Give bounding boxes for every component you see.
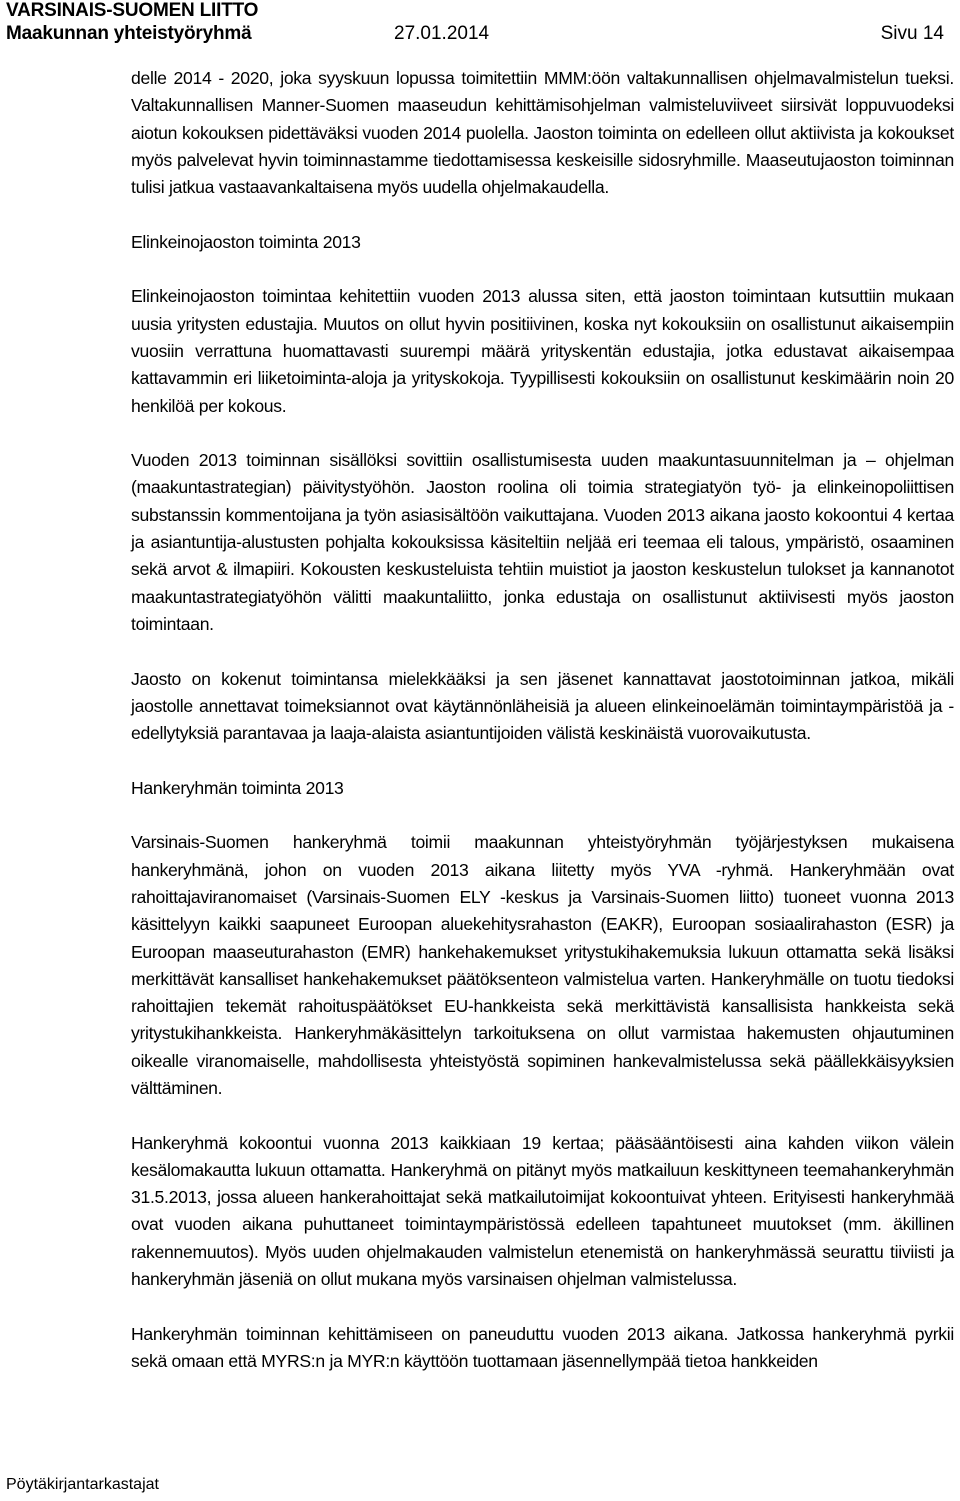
paragraph-hankeryhma-role: Varsinais-Suomen hankeryhmä toimii maakunnan yhteistyöryhmän työjärjestyksen mukaisena hankeryhmänä, johon on vuoden 2013 aikana liitetty myös YVA -ryhmä. Hankeryhmään ovat rahoittajaviranomaiset (Varsinais-Suomen ELY -keskus ja Varsinais-Suomen liitto) tuoneet vuonna 2013 käsittelyyn kaikki saapuneet Euroopan aluekehitysrahaston (EAKR), Euroopan sosiaalirahaston (ESR) ja Euroopan maaseuturahaston (EMR) hankehakemukset yritystukihakemuksia lukuun ottamatta sekä lisäksi merkittävät kansalliset hankehakemukset päätöksenteon valmistelua varten. Hankeryhmälle on tuotu tiedoksi rahoittajien tekemät rahoituspäätökset EU-hankkeista sekä merkittävistä kansallisista hankkeista sekä yritystukihankkeista. Hankeryhmäkäsittelyn tarkoituksena on ollut varmistaa hakemusten ohjautuminen oikealle viranomaiselle, mahdollisesta yhteistyöstä sopiminen hankevalmistelussa sekä päällekkäisyyksien välttäminen.: [131, 832, 954, 1098]
page-number: Sivu 14: [880, 23, 944, 44]
paragraph-elinkeinojaosto-content: Vuoden 2013 toiminnan sisällöksi sovittiin osallistumisesta uuden maakuntasuunnitelman ja – ohjelman (maakuntastrategian) päivitystyöhön. Jaoston roolina oli toimia strategiatyön työ- ja elinkeinopoliittisen substanssin kommentoijana ja työn asiasisältöön vaikuttajana. Vuoden 2013 aikana jaosto kokoontui 4 kertaa ja asiantuntija-alustusten pohjalta kokouksissa käsiteltiin neljää eri teemaa eli talous, ympäristö, osaaminen sekä arvot & ilmapiiri. Kokousten keskusteluista tehtiin muistiot ja jaoston keskustelun tulokset ja kannanotot maakuntastrategiatyöhön välitti maakuntaliitto, jonka edustaja on osallistunut aktiivisesti myös jaoston toimintaan.: [131, 450, 954, 634]
header-row: [6, 21, 944, 47]
paragraph-hankeryhma-development: Hankeryhmän toiminnan kehittämiseen on paneuduttu vuoden 2013 aikana. Jatkossa hankeryhmä pyrkii sekä omaan että MYRS:n ja MYR:n käyttöön tuottamaan jäsennellympää tietoa hankkeiden: [131, 1323, 954, 1371]
paragraph-elinkeinojaosto-conclusion: Jaosto on kokenut toimintansa mielekkääksi ja sen jäsenet kannattavat jaostotoiminnan jatkoa, mikäli jaostolle annettavat toimeksiannot ovat käytännönläheisiä ja alueen elinkeinoelämän toimintaympäristöä ja -edellytyksiä parantavaa ja laaja-alaista asiantuntijoiden välistä keskinäistä vuorovaikutusta.: [131, 668, 954, 744]
document-date: 27.01.2014: [394, 23, 490, 44]
footer-reviewers-label: Pöytäkirjantarkastajat: [6, 1476, 159, 1493]
heading-elinkeinojaosto: Elinkeinojaoston toiminta 2013: [131, 231, 361, 252]
page-header: [6, 0, 944, 47]
paragraph-maaseutujaosto: delle 2014 - 2020, joka syyskuun lopussa toimitettiin MMM:öön valtakunnallisen ohjelmavalmistelun tueksi. Valtakunnallisen Manner-Suomen maaseudun kehittämisohjelman valmisteluviiveet siirsivät loppuvuodeksi aiotun kokouksen pidettäväksi vuoden 2014 puolella. Jaoston toiminta on edelleen ollut aktiivista ja kokoukset myös palvelevat hyvin toiminnastamme tiedottamisessa keskeisille sidosryhmille. Maaseutujaoston toiminnan tulisi jatkua vastaavankaltaisena myös uudella ohjelmakaudella.: [131, 68, 954, 198]
document-body: [131, 65, 954, 1403]
organization-name: VARSINAIS-SUOMEN LIITTO: [6, 0, 259, 21]
paragraph-elinkeinojaosto-members: Elinkeinojaoston toimintaa kehitettiin vuoden 2013 alussa siten, että jaoston toimintaan kutsuttiin mukaan uusia yritysten edustajia. Muutos on ollut hyvin positiivinen, koska nyt kokouksiin on osallistunut aikaisempiin vuosiin verrattuna huomattavasti suurempi määrä yrityskentän edustajia, jotka edustavat aikaisempaa kattavammin eri liiketoiminta-aloja ja yrityskokoja. Tyypillisesti kokouksiin on osallistunut keskimäärin noin 20 henkilöä per kokous.: [131, 286, 954, 416]
group-name: Maakunnan yhteistyöryhmä: [6, 23, 252, 44]
heading-hankeryhma: Hankeryhmän toiminta 2013: [131, 777, 344, 798]
paragraph-hankeryhma-meetings: Hankeryhmä kokoontui vuonna 2013 kaikkiaan 19 kertaa; pääsääntöisesti aina kahden viikon välein kesälomakautta lukuun ottamatta. Hankeryhmä on pitänyt myös matkailuun keskittyneen teemahankeryhmän 31.5.2013, jossa alueen hankerahoittajat sekä matkailutoimijat kokoontuivat yhteen. Erityisesti hankeryhmää ovat vuoden aikana puhuttaneet toimintaympäristössä edelleen tapahtuneet muutokset (mm. äkillinen rakennemuutos). Myös uuden ohjelmakauden valmistelun etenemistä on hankeryhmässä seurattu tiiviisti ja hankeryhmän jäseniä on ollut mukana myös varsinaisen ohjelman valmistelussa.: [131, 1132, 954, 1290]
